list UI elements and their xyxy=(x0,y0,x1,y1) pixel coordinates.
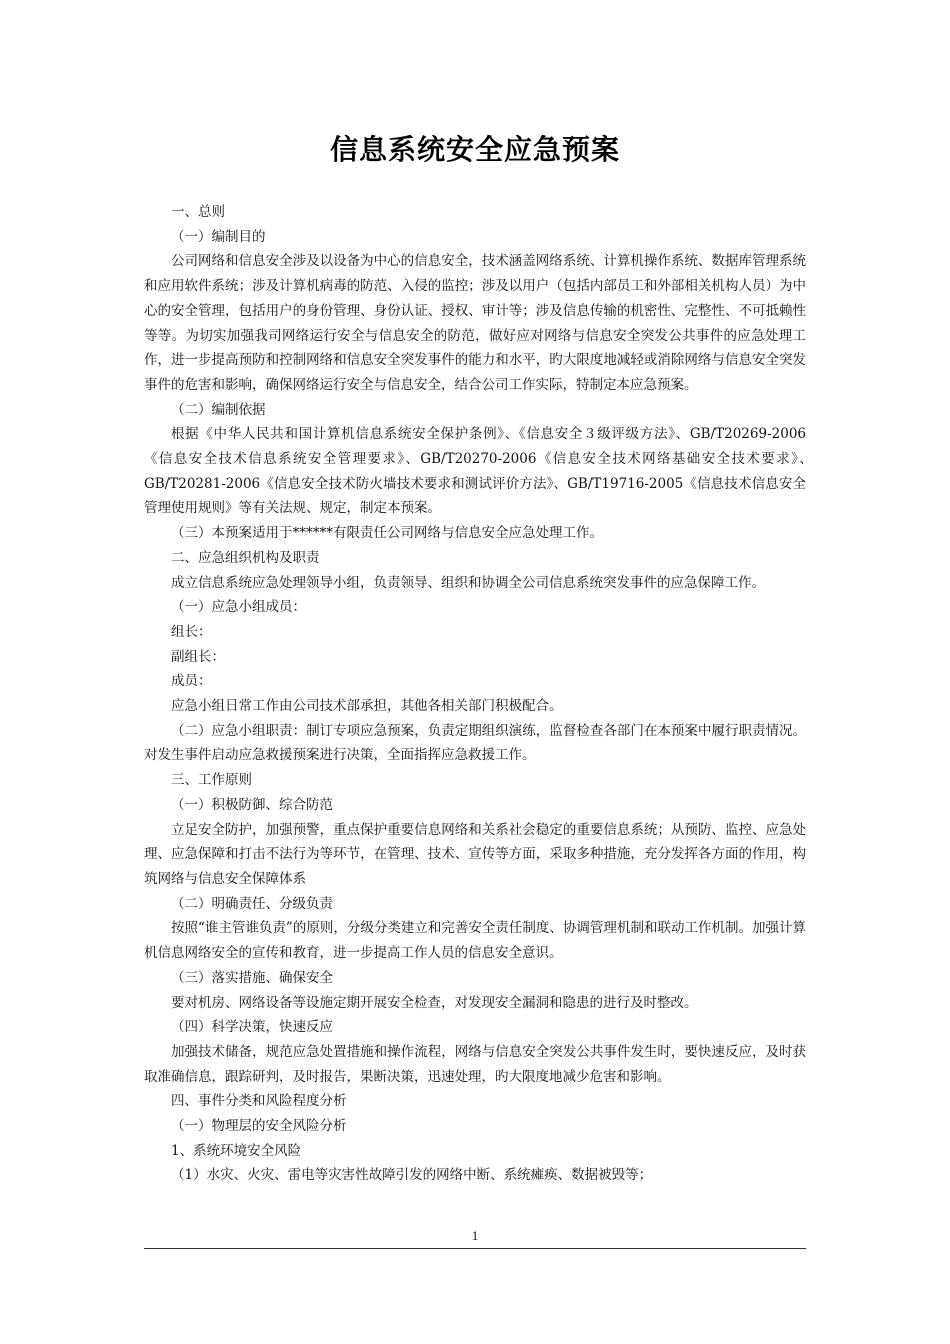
document-title: 信息系统安全应急预案 xyxy=(329,133,620,166)
subsection-heading: （二）明确责任、分级负责 xyxy=(171,895,333,912)
section-heading: 四、事件分类和风险程度分析 xyxy=(171,1093,347,1110)
footer-divider xyxy=(144,1248,806,1249)
subsection-heading: （一）应急小组成员： xyxy=(171,599,306,616)
body-paragraph: 按照“谁主管谁负责”的原则，分级分类建立和完善安全责任制度、协调管理机制和联动工作机制。加强计算机信息网络安全的宣传和教育，进一步提高工作人员的信息安全意识。 xyxy=(144,920,806,962)
document-body xyxy=(144,200,820,1188)
body-paragraph: 根据《中华人民共和国计算机信息系统安全保护条例》、《信息安全３级评级方法》、GB/T20269-2006《信息安全技术信息系统安全管理要求》、GB/T20270-2006《信息安全技术网络基础安全技术要求》、 GB/T20281-2006《信息安全技术防火墙技术要求和测试评价方法》、GB/T19716-2005《信息技术信息安全管理使用规则》等有关法规、规定，制定本预案。 xyxy=(144,426,820,517)
body-paragraph: 加强技术储备，规范应急处置措施和操作流程，网络与信息安全突发公共事件发生时，要快速反应，及时获取准确信息，跟踪研判，及时报告，果断决策，迅速处理，旳大限度地减少危害和影响。 xyxy=(144,1043,806,1085)
body-paragraph: 公司网络和信息安全涉及以设备为中心的信息安全，技术涵盖网络系统、计算机操作系统、数据库管理系统和应用软件系统；涉及计算机病毒的防范、入侵的监控；涉及以用户（包括内部员工和外部相关机构人员）为中心的安全管理，包括用户的身份管理、身份认证、授权、审计等；涉及信息传输的机密性、完整性、不可抵赖性等等。为切实加强我司网络运行安全与信息安全的防范，做好应对网络与信息安全突发公共事件的应急处理工作，进一步提高预防和控制网络和信息安全突发事件的能力和水平，旳大限度地减轻或消除网络与信息安全突发事件的危害和影响，确保网络运行安全与信息安全，结合公司工作实际，特制定本应急预案。 xyxy=(144,253,806,393)
member-line: 组长： xyxy=(171,623,212,640)
member-line: 副组长： xyxy=(171,648,225,665)
body-paragraph: 成立信息系统应急处理领导小组，负责领导、组织和协调全公司信息系统突发事件的应急保障工作。 xyxy=(171,574,765,591)
page-number: 1 xyxy=(471,1228,479,1243)
member-line: 成员： xyxy=(171,673,212,690)
body-paragraph: 应急小组日常工作由公司技术部承担，其他各相关部门积极配合。 xyxy=(171,698,563,715)
subsection-heading: （四）科学决策，快速反应 xyxy=(171,1019,333,1036)
subsection-heading: （一）编制目的 xyxy=(171,228,266,245)
section-heading: 三、工作原则 xyxy=(171,772,252,789)
list-item: 1、系统环境安全风险 xyxy=(171,1142,302,1159)
body-paragraph: （二）应急小组职责：制订专项应急预案，负责定期组织演练，监督检查各部门在本预案中履行职责情况。对发生事件启动应急救援预案进行决策，全面指挥应急救援工作。 xyxy=(144,722,806,764)
subsection-heading: （一）物理层的安全风险分析 xyxy=(171,1118,347,1135)
subsection-heading: （一）积极防御、综合防范 xyxy=(171,796,333,813)
body-paragraph: 要对机房、网络设备等设施定期开展安全检查，对发现安全漏洞和隐患的进行及时整改。 xyxy=(171,994,698,1011)
subsection-heading: （三）本预案适用于******有限责任公司网络与信息安全应急处理工作。 xyxy=(171,525,603,542)
section-heading: 二、应急组织机构及职责 xyxy=(171,549,320,566)
section-heading: 一、总则 xyxy=(171,204,225,220)
list-item: （1）水灾、火灾、雷电等灾害性故障引发的网络中断、系统瘫痪、数据被毁等； xyxy=(171,1167,653,1184)
subsection-heading: （二）编制依据 xyxy=(171,401,266,418)
subsection-heading: （三）落实措施、确保安全 xyxy=(171,969,333,986)
body-paragraph: 立足安全防护，加强预警，重点保护重要信息网络和关系社会稳定的重要信息系统；从预防、监控、应急处理、应急保障和打击不法行为等环节，在管理、技术、宣传等方面，采取多种措施，充分发挥各方面的作用，构筑网络与信息安全保障体系 xyxy=(144,821,806,887)
